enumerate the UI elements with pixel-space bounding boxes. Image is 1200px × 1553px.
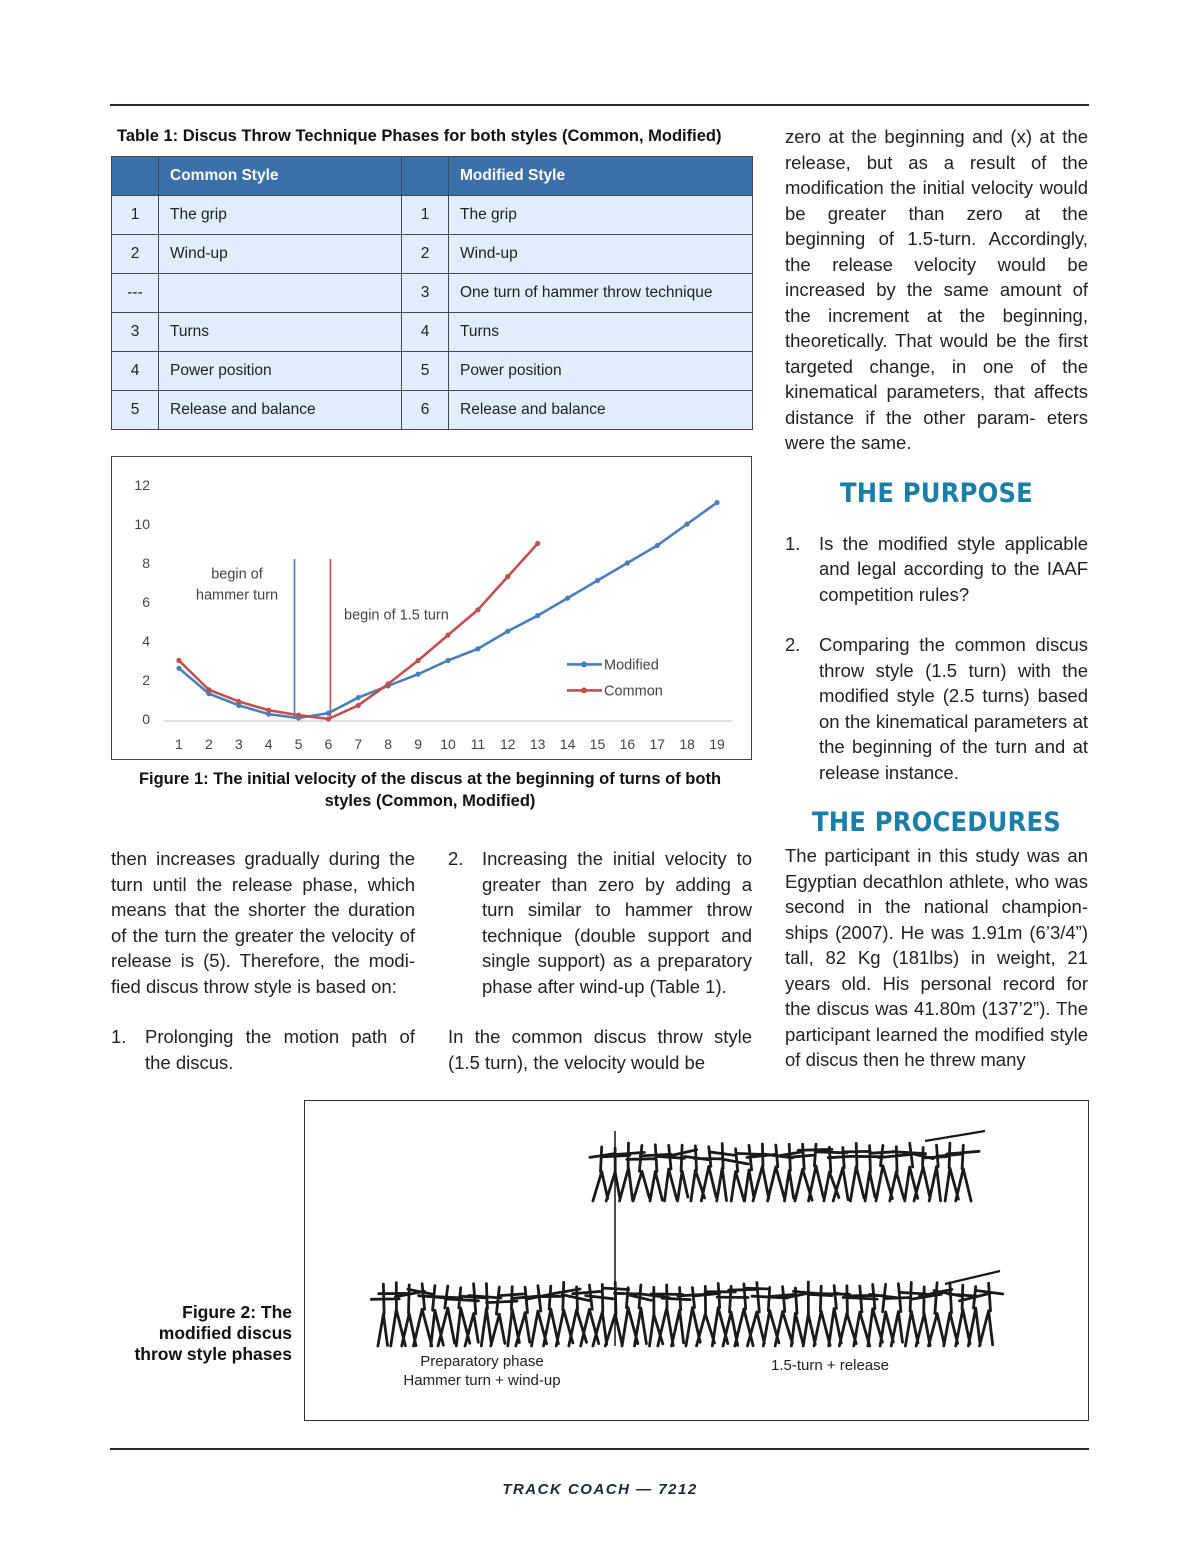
velocity-chart bbox=[111, 456, 752, 760]
table-cell: 3 bbox=[112, 313, 159, 352]
basis-item-number: 2. bbox=[448, 848, 464, 869]
data-point-common bbox=[296, 713, 301, 718]
table-cell: Wind-up bbox=[449, 235, 753, 274]
x-tick-label: 11 bbox=[470, 736, 486, 752]
data-point-modified bbox=[655, 543, 660, 548]
y-tick-label: 12 bbox=[134, 477, 150, 493]
purpose-item bbox=[785, 632, 1088, 785]
figure2-box bbox=[304, 1100, 1089, 1421]
data-point-modified bbox=[685, 521, 690, 526]
data-point-common bbox=[236, 699, 241, 704]
basis-item bbox=[448, 846, 752, 999]
x-tick-label: 3 bbox=[234, 736, 243, 752]
x-tick-label: 14 bbox=[559, 736, 576, 752]
data-point-common bbox=[356, 703, 361, 708]
x-tick-label: 17 bbox=[649, 736, 666, 752]
data-point-modified bbox=[356, 695, 361, 700]
x-tick-label: 6 bbox=[324, 736, 333, 752]
x-tick-label: 10 bbox=[440, 736, 456, 752]
table-cell: 4 bbox=[402, 313, 449, 352]
x-tick-label: 18 bbox=[679, 736, 695, 752]
right-column bbox=[785, 124, 1088, 838]
x-tick-label: 19 bbox=[709, 736, 725, 752]
stick-figures-top-row bbox=[590, 1143, 979, 1201]
data-point-modified bbox=[505, 629, 510, 634]
x-tick-label: 2 bbox=[204, 736, 213, 752]
figure2-label-preparatory bbox=[377, 1352, 587, 1390]
x-tick-label: 12 bbox=[500, 736, 516, 752]
basis-item-text: Increasing the initial velocity to greater than zero by adding a turn similar to hammer throw technique (double support and single support) as a preparatory phase after wind-up (Table 1). bbox=[482, 848, 752, 997]
bottom-rule bbox=[110, 1448, 1089, 1450]
data-point-modified bbox=[565, 596, 570, 601]
x-tick-label: 15 bbox=[589, 736, 606, 752]
table-cell: 5 bbox=[112, 391, 159, 430]
x-tick-label: 9 bbox=[414, 736, 423, 752]
table-header-cell: Modified Style bbox=[449, 157, 753, 196]
table-cell: Release and balance bbox=[449, 391, 753, 430]
legend-label-common: Common bbox=[604, 683, 663, 700]
left-paragraph: then increases gradually during the turn until the release phase, which means that the shorter the duration of the turn the greater the velocity of release is (5). Therefore, the modi- fied discus throw style is based on: bbox=[111, 848, 415, 997]
velocity-chart-svg bbox=[112, 457, 751, 759]
data-point-modified bbox=[445, 658, 450, 663]
table-cell: The grip bbox=[159, 196, 402, 235]
data-point-modified bbox=[475, 646, 480, 651]
table-cell: 1 bbox=[402, 196, 449, 235]
figure2-label-line: Preparatory phase bbox=[420, 1353, 544, 1370]
table-cell: 3 bbox=[402, 274, 449, 313]
stick-figures-bottom-row bbox=[371, 1282, 1002, 1346]
table-header-cell bbox=[402, 157, 449, 196]
table-cell: Release and balance bbox=[159, 391, 402, 430]
table-cell: Wind-up bbox=[159, 235, 402, 274]
top-rule bbox=[110, 104, 1089, 106]
basis-item bbox=[111, 1024, 415, 1075]
table-header-cell bbox=[112, 157, 159, 196]
data-point-common bbox=[266, 708, 271, 713]
hammer-turn-label: begin of bbox=[211, 566, 263, 583]
table-cell: 1 bbox=[112, 196, 159, 235]
data-point-common bbox=[206, 687, 211, 692]
table-cell: One turn of hammer throw technique bbox=[449, 274, 753, 313]
data-point-modified bbox=[714, 500, 719, 505]
legend-label-modified: Modified bbox=[604, 657, 659, 674]
table-row bbox=[112, 196, 753, 235]
data-point-common bbox=[176, 658, 181, 663]
purpose-item-number: 1. bbox=[785, 532, 801, 554]
purpose-item-number: 2. bbox=[785, 634, 801, 655]
y-tick-label: 10 bbox=[134, 516, 150, 532]
right-intro-paragraph: zero at the beginning and (x) at the release, but as a result of the modification the initial velocity would be greater than zero at the beginning of 1.5-turn. Accordingly, the release velocity would be increased by the same amount of the increment at the beginning, theoretically. That would be the first targeted change, in one of the kinematical parameters, that affects distance if the other param- eters were the same. bbox=[785, 126, 1088, 453]
data-point-modified bbox=[416, 672, 421, 677]
table-row bbox=[112, 313, 753, 352]
y-tick-label: 8 bbox=[142, 555, 150, 571]
table-caption: Table 1: Discus Throw Technique Phases for both styles (Common, Modified) bbox=[117, 127, 722, 145]
data-point-modified bbox=[176, 666, 181, 671]
table-row bbox=[112, 391, 753, 430]
purpose-heading: THE PURPOSE bbox=[840, 477, 1033, 509]
x-tick-label: 8 bbox=[384, 736, 393, 752]
table-cell: 2 bbox=[402, 235, 449, 274]
data-point-common bbox=[475, 607, 480, 612]
table-cell: Turns bbox=[159, 313, 402, 352]
data-point-modified bbox=[625, 560, 630, 565]
x-tick-label: 4 bbox=[264, 736, 273, 752]
middle-column bbox=[448, 846, 752, 1075]
turn-1-5-label: begin of 1.5 turn bbox=[344, 607, 449, 624]
data-point-common bbox=[416, 658, 421, 663]
table-header-row bbox=[112, 157, 753, 196]
data-point-common bbox=[326, 716, 331, 721]
table-cell: --- bbox=[112, 274, 159, 313]
basis-item-text: Prolonging the motion path of the discus. bbox=[145, 1026, 415, 1073]
x-tick-label: 7 bbox=[354, 736, 363, 752]
x-tick-label: 13 bbox=[529, 736, 546, 752]
footer-text: TRACK COACH — 7212 bbox=[502, 1481, 698, 1498]
hammer-turn-label: hammer turn bbox=[195, 587, 279, 604]
table-cell: 2 bbox=[112, 235, 159, 274]
y-tick-label: 0 bbox=[142, 711, 150, 727]
table-cell: 5 bbox=[402, 352, 449, 391]
table-row bbox=[112, 274, 753, 313]
table-cell bbox=[159, 274, 402, 313]
data-point-modified bbox=[326, 711, 331, 716]
legend-marker-common bbox=[581, 687, 587, 693]
discus-path-top bbox=[925, 1131, 985, 1141]
y-tick-label: 2 bbox=[142, 672, 150, 688]
table-header-cell: Common Style bbox=[159, 157, 402, 196]
procedures-paragraph: The participant in this study was an Egyptian decathlon athlete, who was second in the national champion- ships (2007). He was 1.91m (6’3/4”) tall, 82 Kg (181lbs) in weight, 21 years old. His personal record for the discus was 41.80m (137’2”). The participant learned the modified style of discus then he threw many bbox=[785, 845, 1088, 1070]
legend-marker-modified bbox=[581, 661, 587, 667]
left-column bbox=[111, 846, 415, 1075]
phases-table bbox=[111, 156, 753, 430]
figure2-label-release: 1.5-turn + release bbox=[771, 1357, 889, 1374]
discus-path-bottom bbox=[945, 1271, 1000, 1284]
table-cell: 4 bbox=[112, 352, 159, 391]
table-cell: Power position bbox=[159, 352, 402, 391]
data-point-modified bbox=[535, 613, 540, 618]
table-cell: Turns bbox=[449, 313, 753, 352]
middle-paragraph: In the common discus throw style (1.5 turn), the velocity would be bbox=[448, 1026, 752, 1073]
figure1-caption: Figure 1: The initial velocity of the discus at the beginning of turns of both styles (Common, Modified) bbox=[138, 770, 722, 810]
data-point-modified bbox=[595, 578, 600, 583]
y-tick-label: 4 bbox=[142, 633, 150, 649]
table-row bbox=[112, 235, 753, 274]
data-point-common bbox=[445, 633, 450, 638]
table-cell: Power position bbox=[449, 352, 753, 391]
data-point-common bbox=[535, 541, 540, 546]
figure2-label-line: Hammer turn + wind-up bbox=[403, 1372, 561, 1389]
x-tick-label: 5 bbox=[294, 736, 303, 752]
purpose-item-text: Comparing the common discus throw style (1.5 turn) with the modified style (2.5 turns) based on the kinematical parameters at the beginning of the turn and at release instance. bbox=[819, 634, 1088, 783]
purpose-item bbox=[785, 531, 1088, 608]
purpose-item-text: Is the modified style applicable and legal according to the IAAF competition rules? bbox=[819, 532, 1088, 605]
table-cell: The grip bbox=[449, 196, 753, 235]
x-tick-label: 1 bbox=[175, 736, 183, 752]
table-cell: 6 bbox=[402, 391, 449, 430]
table-row bbox=[112, 352, 753, 391]
procedures-heading: THE PROCEDURES bbox=[811, 807, 1062, 838]
basis-item-number: 1. bbox=[111, 1026, 127, 1047]
x-tick-label: 16 bbox=[619, 736, 636, 752]
y-tick-label: 6 bbox=[142, 594, 150, 610]
data-point-common bbox=[505, 574, 510, 579]
figure2-caption: Figure 2: The modified discus throw style phases bbox=[134, 1302, 292, 1364]
data-point-common bbox=[386, 681, 391, 686]
